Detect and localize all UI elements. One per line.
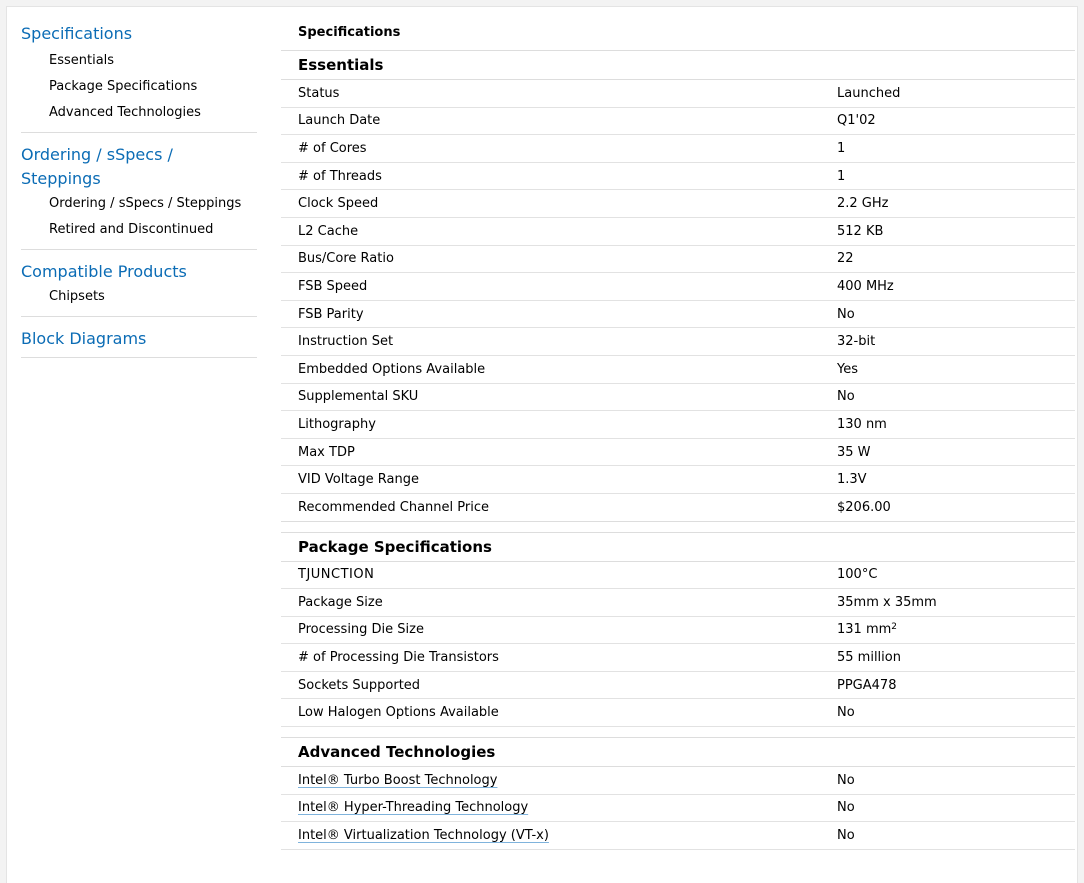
spec-row-low-halogen-options-available (281, 699, 1075, 727)
spec-value (837, 141, 1075, 156)
essentials-section (281, 51, 1075, 522)
spec-label: Recommended Channel Price (298, 499, 489, 515)
spec-value (837, 86, 1075, 101)
nav-link-ordering-sspecs-steppings-head[interactable]: Ordering / sSpecs / Steppings (21, 145, 173, 188)
spec-row-of-cores (281, 135, 1075, 163)
nav-link-ordering-sspecs-steppings[interactable]: Ordering / sSpecs / Steppings (49, 196, 242, 211)
spec-label: Instruction Set (298, 334, 394, 350)
spec-value (837, 500, 1075, 515)
nav-link-chipsets[interactable]: Chipsets (49, 289, 105, 304)
nav-link-compatible-products[interactable]: Compatible Products (21, 262, 187, 281)
spec-label: # of Cores (298, 140, 367, 156)
spec-label: # of Processing Die Transistors (298, 650, 499, 666)
spec-label: Sockets Supported (298, 677, 421, 693)
spec-value (837, 334, 1075, 349)
spec-value (837, 650, 1075, 665)
nav-link-block-diagrams[interactable]: Block Diagrams (21, 329, 147, 348)
spec-value-text: No (837, 772, 855, 788)
spec-value-text: 130 nm (837, 416, 887, 432)
spec-value (837, 389, 1075, 404)
nav-group-block-diagrams (21, 326, 257, 358)
spec-row-launch-date (281, 108, 1075, 136)
spec-label: L2 Cache (298, 223, 359, 239)
spec-value (837, 567, 1075, 582)
spec-label[interactable]: Intel® Hyper-Threading Technology (298, 800, 529, 816)
spec-value-text: 35mm x 35mm (837, 594, 937, 610)
spec-row-lithography (281, 411, 1075, 439)
package-specifications-section (281, 532, 1075, 728)
nav-link-retired-discontinued[interactable]: Retired and Discontinued (49, 222, 214, 237)
nav-link-package-specifications[interactable]: Package Specifications (49, 79, 198, 94)
spec-label: Embedded Options Available (298, 361, 486, 377)
spec-label: # of Threads (298, 168, 382, 184)
spec-row-clock-speed (281, 190, 1075, 218)
spec-value (837, 279, 1075, 294)
spec-row-processing-die-size (281, 617, 1075, 645)
spec-row-embedded-options-available (281, 356, 1075, 384)
spec-row-of-processing-die-transistors (281, 644, 1075, 672)
spec-row-intel-turbo-boost-technology (281, 767, 1075, 795)
spec-label: Status (298, 85, 340, 101)
page (6, 6, 1078, 883)
spec-value-text: 35 W (837, 444, 871, 460)
spec-row-fsb-speed (281, 273, 1075, 301)
spec-value (837, 800, 1075, 815)
spec-row-vid-voltage-range (281, 466, 1075, 494)
spec-value (837, 224, 1075, 239)
nav-group-compatible-products (21, 259, 257, 317)
spec-value-text: 400 MHz (837, 278, 894, 294)
spec-label: Bus/Core Ratio (298, 251, 394, 267)
spec-value-text: Launched (837, 85, 901, 101)
spec-row-package-size (281, 589, 1075, 617)
spec-row-of-threads (281, 163, 1075, 191)
nav-link-specifications[interactable]: Specifications (21, 24, 133, 43)
spec-value-text: 32-bit (837, 334, 876, 350)
spec-row-tjunction (281, 562, 1075, 590)
spec-row-sockets-supported (281, 672, 1075, 700)
spec-value (837, 445, 1075, 460)
spec-value-text: No (837, 389, 855, 405)
page-title: Specifications (281, 21, 1075, 51)
nav-link-advanced-technologies[interactable]: Advanced Technologies (49, 105, 201, 120)
spec-row-l2-cache (281, 218, 1075, 246)
spec-row-recommended-channel-price (281, 494, 1075, 522)
spec-row-supplemental-sku (281, 384, 1075, 412)
spec-row-intel-virtualization-technology-vt-x (281, 822, 1075, 850)
spec-value-text: Q1'02 (837, 113, 876, 129)
spec-value-text: No (837, 306, 855, 322)
spec-value (837, 595, 1075, 610)
spec-value (837, 113, 1075, 128)
spec-value (837, 472, 1075, 487)
spec-label: Max TDP (298, 444, 355, 460)
spec-label: Clock Speed (298, 196, 379, 212)
spec-value (837, 307, 1075, 322)
spec-label: Package Size (298, 594, 383, 610)
spec-value-superscript: 2 (891, 622, 898, 633)
spec-row-instruction-set (281, 328, 1075, 356)
spec-row-bus-core-ratio (281, 246, 1075, 274)
spec-value-text: No (837, 800, 855, 816)
spec-label: Lithography (298, 416, 376, 432)
spec-value-text: 55 million (837, 650, 901, 666)
spec-label: VID Voltage Range (298, 472, 419, 488)
specifications-panel (281, 21, 1075, 850)
spec-value (837, 251, 1075, 266)
spec-label: Supplemental SKU (298, 389, 419, 405)
spec-value (837, 705, 1075, 720)
spec-value (837, 678, 1075, 693)
spec-label: Low Halogen Options Available (298, 705, 499, 721)
spec-label: FSB Speed (298, 278, 368, 294)
spec-label: Processing Die Size (298, 622, 424, 638)
section-title-essentials: Essentials (281, 51, 1075, 80)
spec-row-status (281, 80, 1075, 108)
spec-value (837, 622, 1075, 637)
spec-value-text: 1 (837, 168, 846, 184)
spec-value-text: 512 KB (837, 223, 884, 239)
section-title-package-specifications: Package Specifications (281, 532, 1075, 562)
spec-value-text: PPGA478 (837, 677, 897, 693)
sidebar-nav (21, 21, 257, 358)
spec-value-text: 22 (837, 251, 854, 267)
spec-value-text: 2.2 GHz (837, 196, 889, 212)
spec-label[interactable]: Intel® Turbo Boost Technology (298, 772, 498, 788)
spec-value-text: No (837, 705, 855, 721)
spec-value (837, 773, 1075, 788)
advanced-technologies-section (281, 737, 1075, 850)
section-title-advanced-technologies: Advanced Technologies (281, 737, 1075, 767)
spec-label[interactable]: Intel® Virtualization Technology (VT-x) (298, 828, 549, 844)
spec-value (837, 417, 1075, 432)
spec-value-text: $206.00 (837, 499, 891, 515)
spec-value (837, 196, 1075, 211)
spec-row-intel-hyper-threading-technology (281, 795, 1075, 823)
spec-label: FSB Parity (298, 306, 364, 322)
spec-label: Launch Date (298, 113, 381, 129)
spec-value (837, 828, 1075, 843)
nav-link-essentials[interactable]: Essentials (49, 53, 115, 68)
spec-value (837, 362, 1075, 377)
spec-value-text: Yes (837, 361, 858, 377)
spec-row-fsb-parity (281, 301, 1075, 329)
spec-value (837, 169, 1075, 184)
spec-row-max-tdp (281, 439, 1075, 467)
spec-value-text: 1.3V (837, 472, 867, 488)
nav-group-ordering (21, 142, 257, 250)
spec-label: TJUNCTION (298, 567, 375, 583)
nav-group-specifications (21, 21, 257, 133)
spec-value-text: No (837, 828, 855, 844)
spec-value-text: 131 mm (837, 622, 892, 638)
spec-value-text: 100°C (837, 567, 878, 583)
spec-value-text: 1 (837, 140, 846, 156)
